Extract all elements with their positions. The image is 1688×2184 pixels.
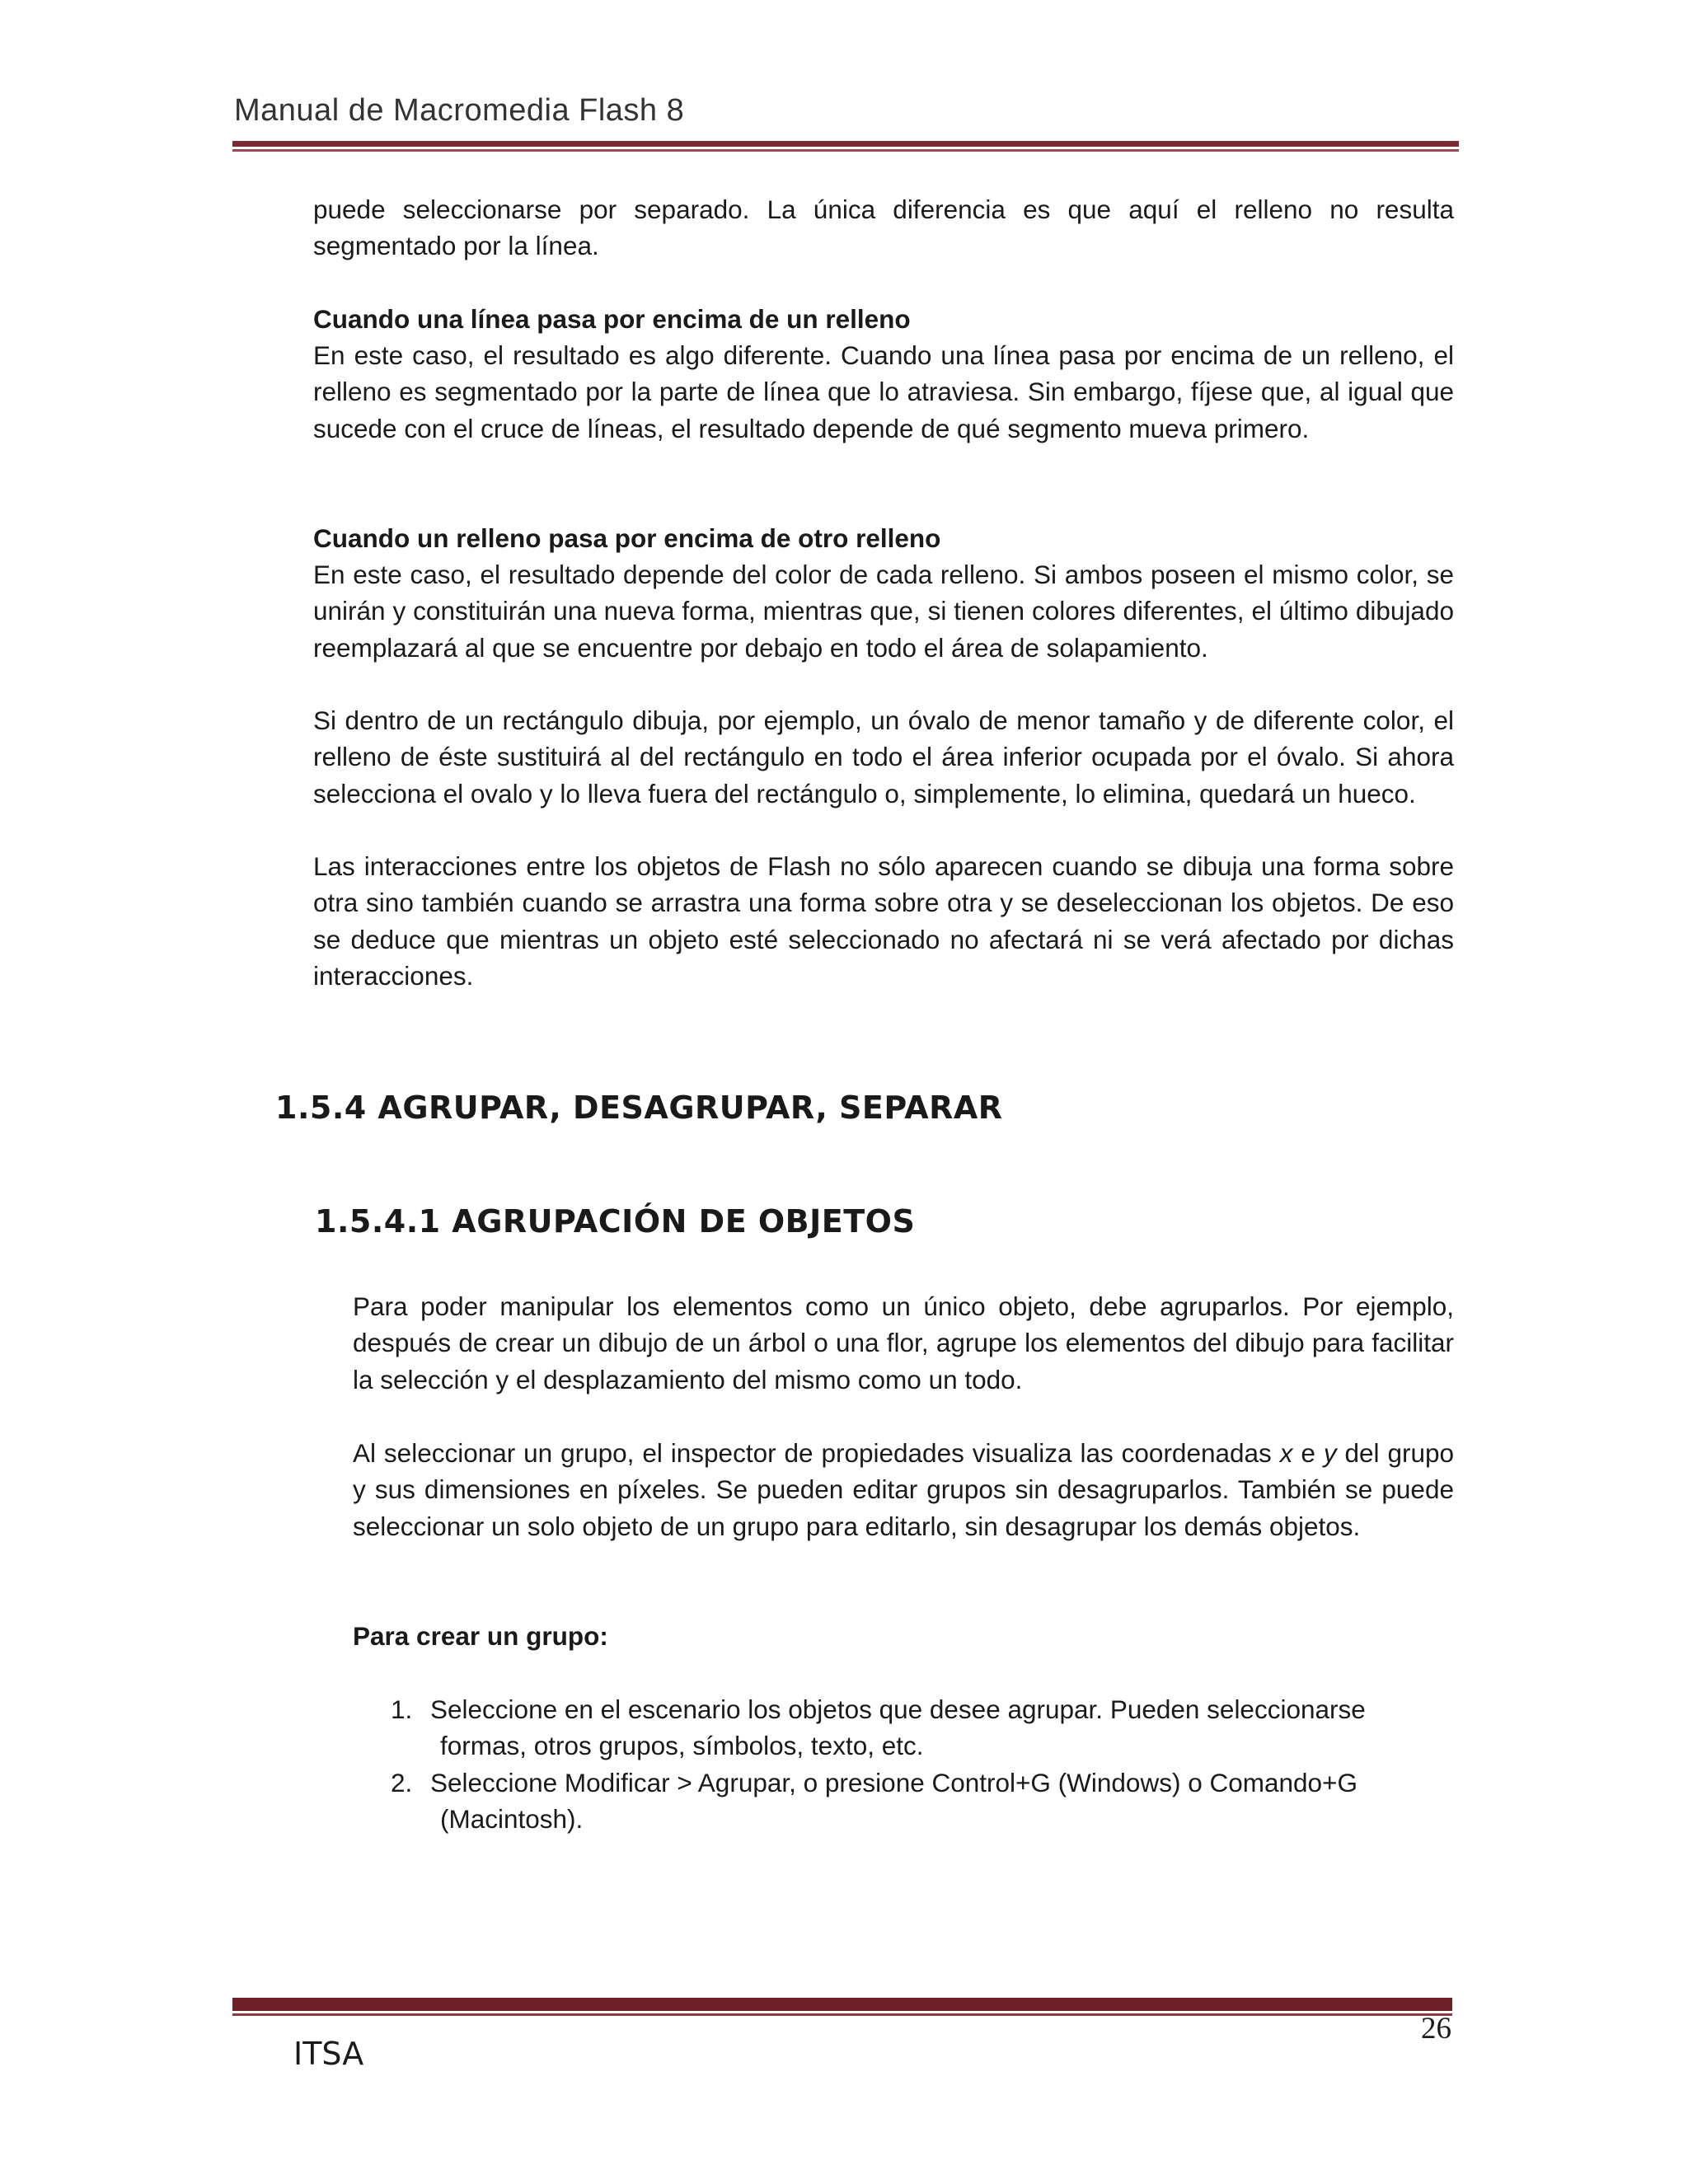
create-group-heading: Para crear un grupo: (353, 1621, 608, 1651)
grouping-paragraph-2-part2: del grupo y sus dimensiones en píxeles. Se pueden editar grupos sin desagruparlos. También se puede seleccionar un solo objeto de un grupo para editarlo, sin desagrupar los demás objetos. (353, 1438, 1455, 1541)
list-item-text (391, 1765, 1454, 1838)
line-over-fill-heading: Cuando una línea pasa por encima de un relleno (313, 304, 911, 334)
intro-paragraph: puede seleccionarse por separado. La única diferencia es que aquí el relleno no resulta segmentado por la línea. (313, 194, 1454, 261)
header-rule-thin (232, 149, 1459, 152)
fill-over-fill-paragraph-2: Si dentro de un rectángulo dibuja, por ejemplo, un óvalo de menor tamaño y de diferente color, el relleno de éste sustituirá al del rectángulo en todo el área inferior ocupada por el óvalo. Si ahora selecciona el ovalo y lo lleva fuera del rectángulo o, simplemente, lo elimina, quedará un hueco. (313, 705, 1454, 808)
grouping-paragraph-2-conjunction: e (1292, 1438, 1324, 1468)
grouping-paragraph-2 (353, 1435, 1454, 1544)
footer-organization: ITSA (293, 2036, 364, 2072)
line-over-fill-paragraph: En este caso, el resultado es algo diferente. Cuando una línea pasa por encima de un relleno, el relleno es segmentado por la parte de línea que lo atraviesa. Sin embargo, fíjese que, al igual que sucede con el cruce de líneas, el resultado depende de qué segmento mueva primero. (313, 340, 1454, 443)
coordinate-x: x (1279, 1438, 1293, 1468)
fill-over-fill-paragraph-3: Las interacciones entre los objetos de Flash no sólo aparecen cuando se dibuja una forma sobre otra sino también cuando se arrastra una forma sobre otra y se deseleccionan los objetos. De eso se deduce que mientras un objeto esté seleccionado no afectará ni se verá afectado por dichas interacciones. (313, 851, 1454, 991)
list-item-line-2: formas, otros grupos, símbolos, texto, etc. (440, 1731, 924, 1761)
list-item-text (391, 1691, 1454, 1765)
section-heading: 1.5.4 AGRUPAR, DESAGRUPAR, SEPARAR (275, 1090, 1003, 1126)
subsection-heading: 1.5.4.1 AGRUPACIÓN DE OBJETOS (315, 1203, 916, 1240)
list-item (391, 1691, 1454, 1765)
grouping-paragraph-1: Para poder manipular los elementos como un único objeto, debe agruparlos. Por ejemplo, después de crear un dibujo de un árbol o una flor, agrupe los elementos del dibujo para facilitar la selección y el desplazamiento del mismo como un todo. (353, 1291, 1454, 1394)
footer-rule (232, 1998, 1452, 2011)
fill-over-fill-paragraph-1: En este caso, el resultado depende del color de cada relleno. Si ambos poseen el mismo color, se unirán y constituirán una nueva forma, mientras que, si tienen colores diferentes, el último dibujado reemplazará al que se encuentre por debajo en todo el área de solapamiento. (313, 560, 1454, 663)
list-item-line-1: Seleccione en el escenario los objetos que desee agrupar. Pueden seleccionarse (430, 1694, 1366, 1724)
list-item-line-1: Seleccione Modificar > Agrupar, o presione Control+G (Windows) o Comando+G (430, 1768, 1357, 1797)
page-header-title: Manual de Macromedia Flash 8 (234, 93, 685, 128)
fill-over-fill-heading: Cuando un relleno pasa por encima de otro relleno (313, 523, 941, 553)
list-item-line-2: (Macintosh). (440, 1804, 584, 1835)
header-rule (232, 141, 1459, 147)
grouping-paragraph-2-part1: Al seleccionar un grupo, el inspector de propiedades visualiza las coordenadas (353, 1438, 1280, 1468)
list-item-number: 1. (391, 1694, 413, 1724)
page-number: 26 (1421, 2012, 1451, 2046)
coordinate-y: y (1323, 1438, 1337, 1468)
list-item-number: 2. (391, 1768, 413, 1797)
footer-rule-thin (232, 2013, 1452, 2016)
list-item (391, 1765, 1454, 1838)
